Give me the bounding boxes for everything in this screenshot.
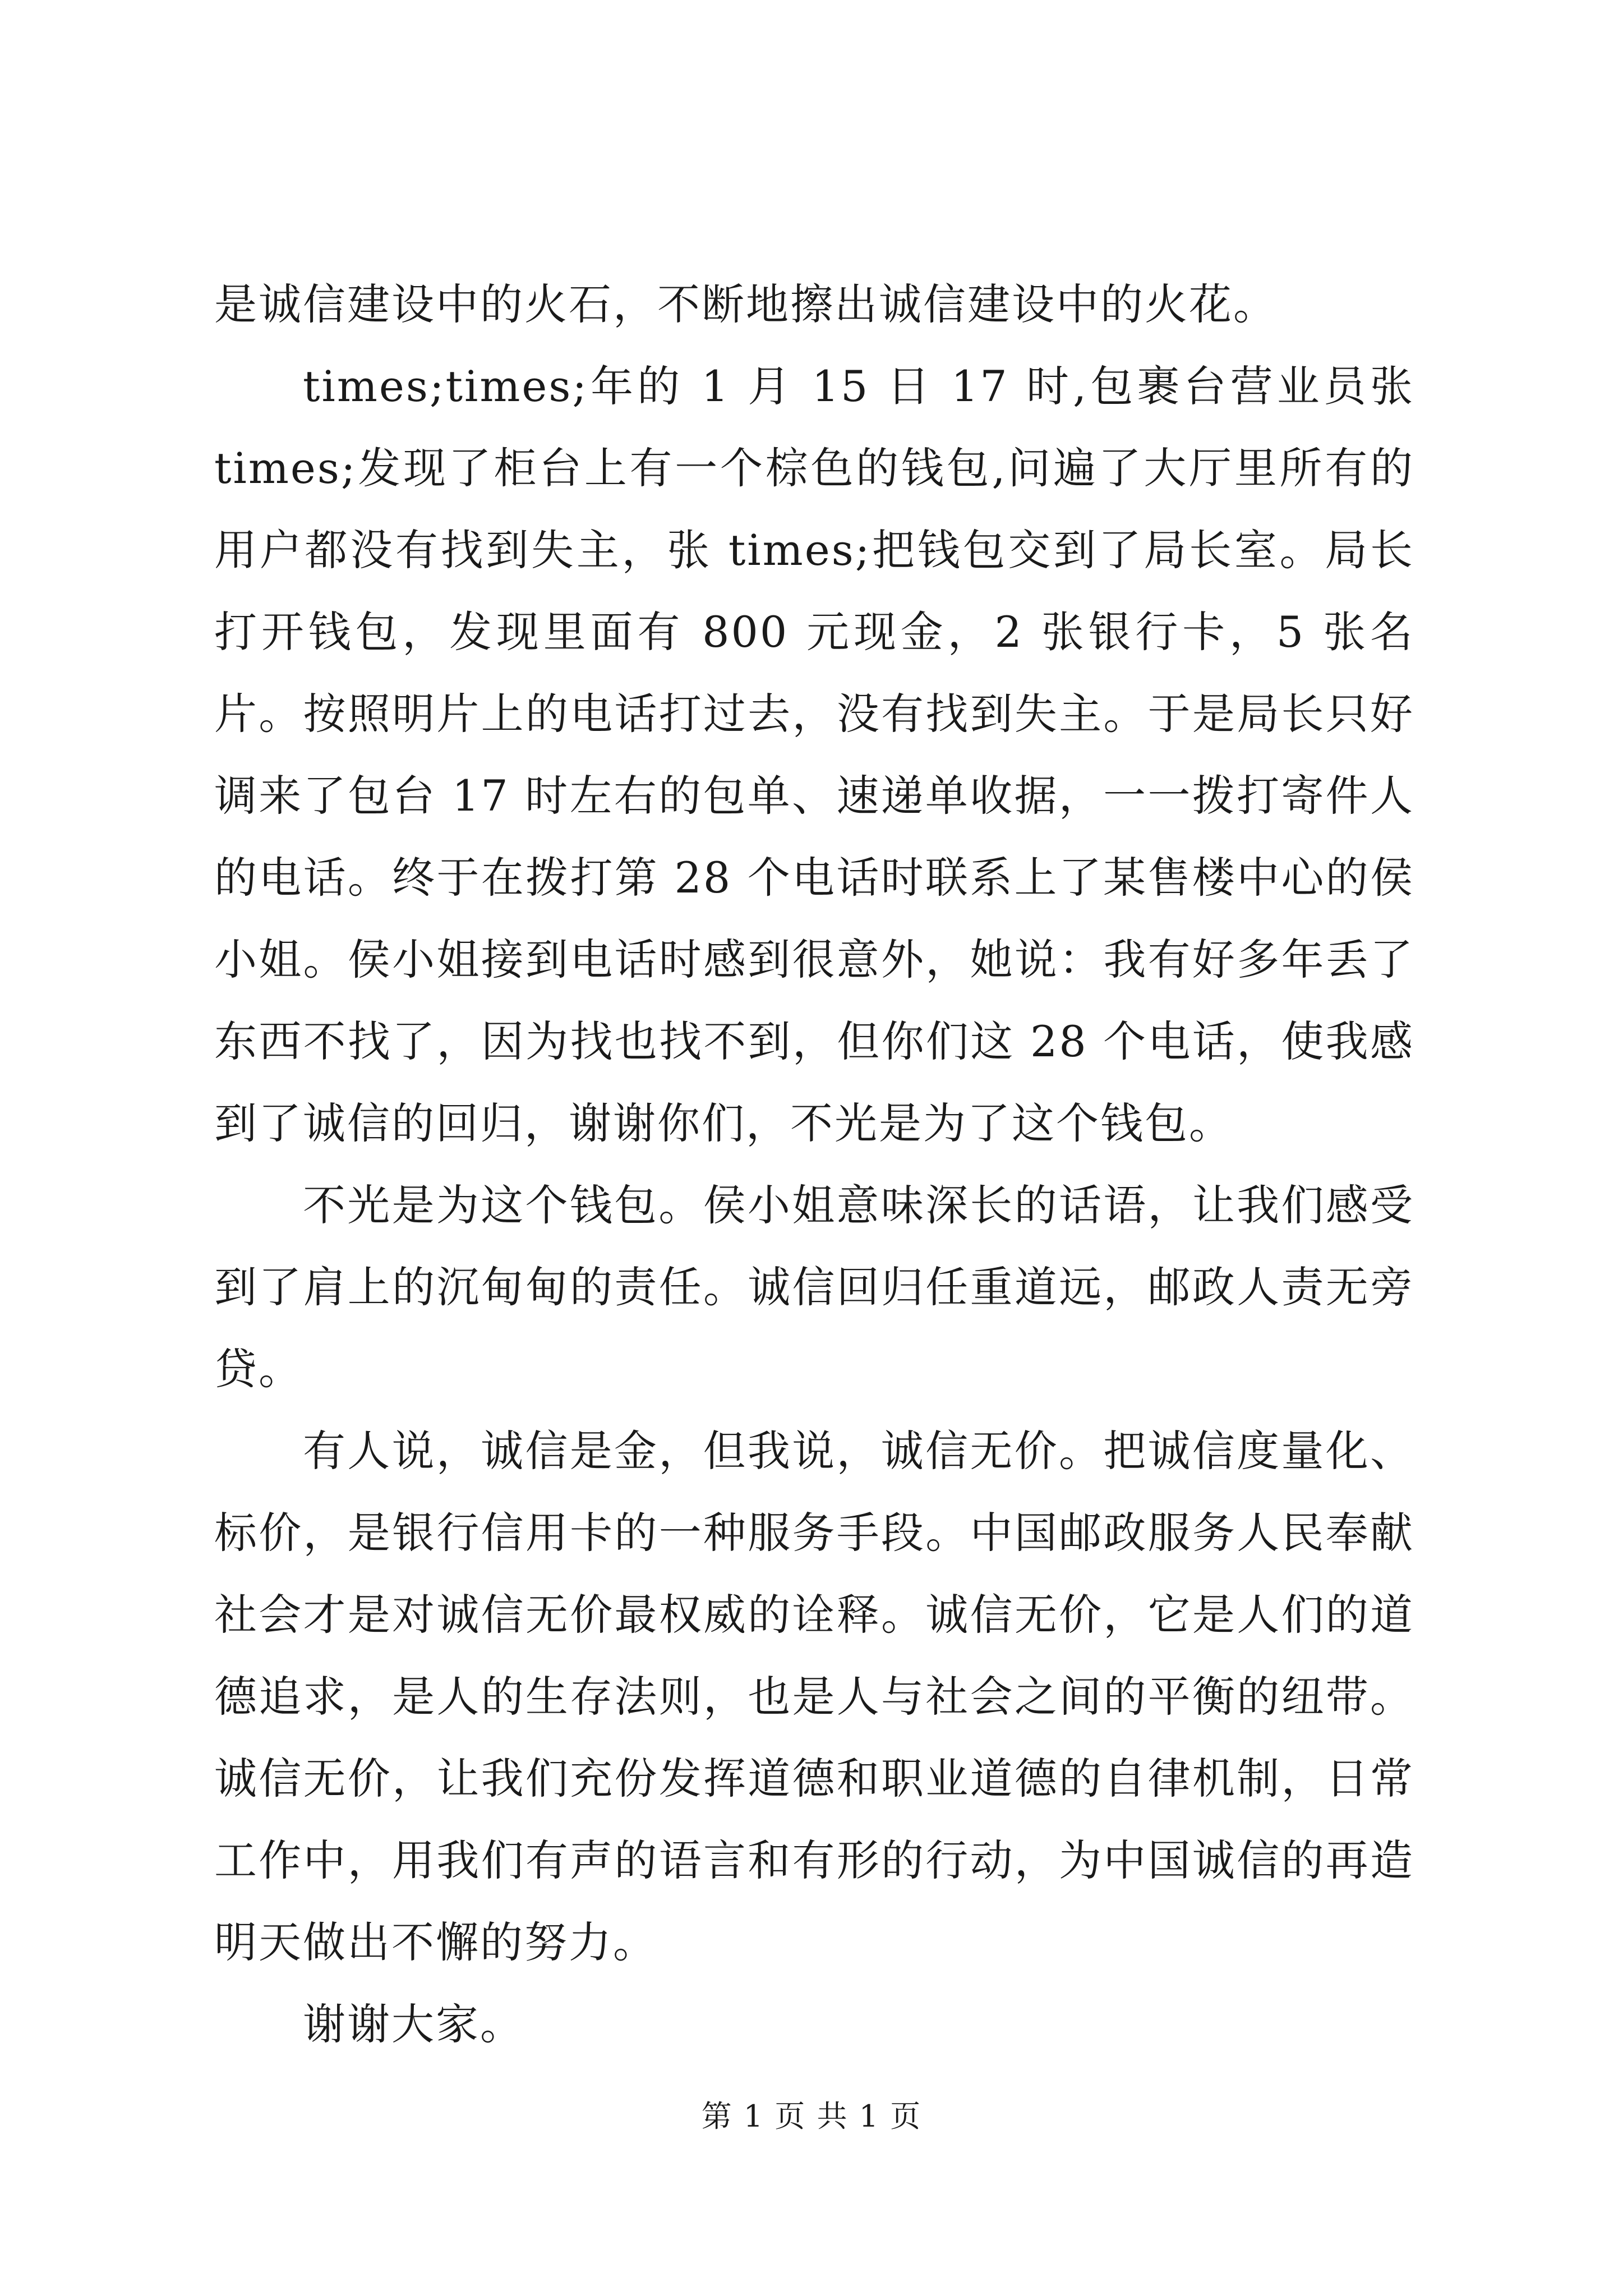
document-body: [214, 264, 1414, 2065]
paragraph-integrity-priceless: 有人说，诚信是金，但我说，诚信无价。把诚信度量化、标价，是银行信用卡的一种服务手段。中国邮政服务人民奉献社会才是对诚信无价最权威的诠释。诚信无价，它是人们的道德追求，是人的生存法则，也是人与社会之间的平衡的纽带。诚信无价，让我们充份发挥道德和职业道德的自律机制，日常工作中，用我们有声的语言和有形的行动，为中国诚信的再造明天做出不懈的努力。: [214, 1426, 1414, 1967]
page-number-footer: 第 1 页 共 1 页: [701, 2099, 922, 2134]
paragraph-wallet-story: times;times;年的 1 月 15 日 17 时,包裹台营业员张 times;发现了柜台上有一个棕色的钱包,问遍了大厅里所有的用户都没有找到失主，张 times;把钱包交到了局长室。局长打开钱包，发现里面有 800 元现金，2 张银行卡，5 张名片。按照明片上的电话打过去，没有找到失主。于是局长只好调来了包台 17 时左右的包单、速递单收据，一一拨打寄件人的电话。终于在拨打第 28 个电话时联系上了某售楼中心的侯小姐。侯小姐接到电话时感到很意外，她说：我有好多年丢了东西不找了，因为找也找不到，但你们这 28 个电话，使我感到了诚信的回归，谢谢你们，不光是为了这个钱包。: [214, 361, 1414, 1148]
paragraph-continuation: 是诚信建设中的火石，不断地擦出诚信建设中的火花。: [214, 279, 1278, 329]
paragraph-thanks: 谢谢大家。: [303, 1999, 524, 2049]
paragraph-responsibility: 不光是为这个钱包。侯小姐意味深长的话语，让我们感受到了肩上的沉甸甸的责任。诚信回归任重道远，邮政人责无旁贷。: [214, 1180, 1414, 1394]
